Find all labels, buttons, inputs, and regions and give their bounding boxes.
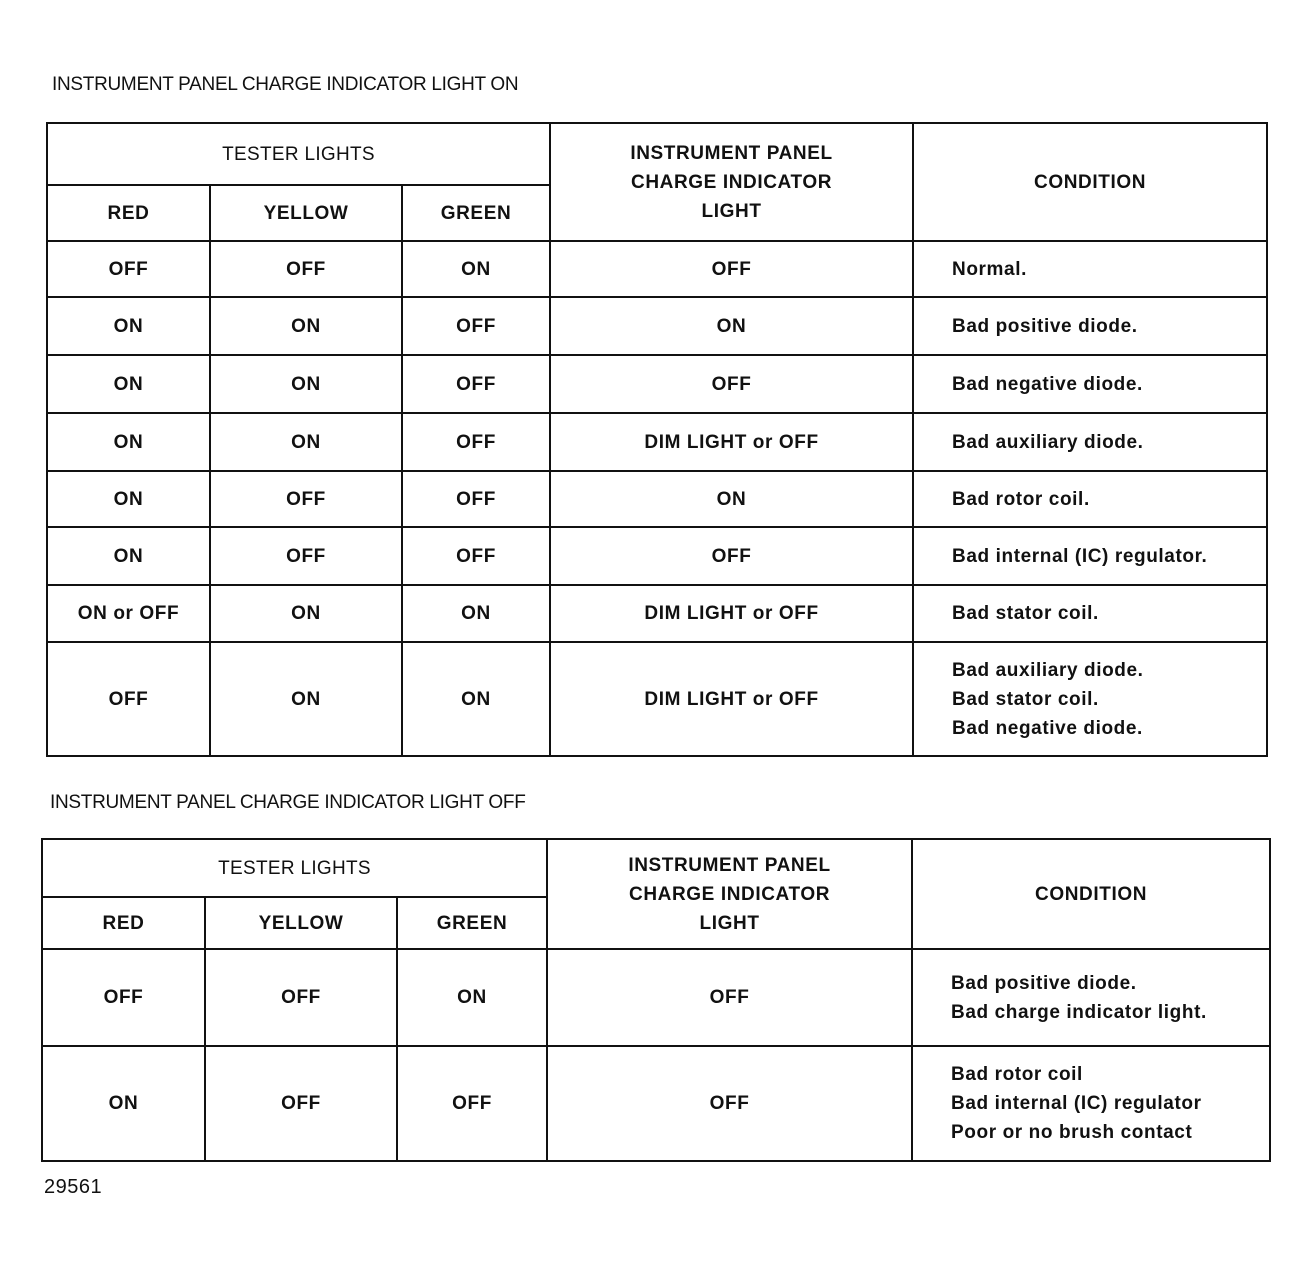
header-yellow: YELLOW (205, 897, 397, 949)
cell-indicator: OFF (550, 355, 913, 413)
cell-red: ON or OFF (47, 585, 210, 642)
cell-green: OFF (402, 297, 550, 355)
condition-line: Bad internal (IC) regulator (951, 1093, 1202, 1114)
header-green: GREEN (402, 185, 550, 241)
cell-yellow: ON (210, 413, 402, 471)
cell-indicator: OFF (547, 1046, 912, 1161)
cell-condition (913, 241, 1267, 297)
cell-green: OFF (402, 527, 550, 585)
condition-line: Bad stator coil. (952, 688, 1099, 710)
cell-red: ON (47, 471, 210, 527)
condition-line: Poor or no brush contact (951, 1122, 1193, 1143)
cell-green: ON (397, 949, 547, 1046)
condition-line: Bad auxiliary diode. (952, 659, 1144, 681)
cell-red: ON (47, 297, 210, 355)
header-red: RED (47, 185, 210, 241)
diagnosis-table-light-off (41, 838, 1271, 1162)
cell-red: OFF (42, 949, 205, 1046)
header-indicator-text: INSTRUMENT PANEL CHARGE INDICATOR LIGHT (628, 854, 831, 934)
cell-condition (912, 949, 1270, 1046)
cell-indicator: ON (550, 297, 913, 355)
table-row (47, 241, 1267, 297)
table-row (47, 642, 1267, 756)
condition-line: Bad charge indicator light. (951, 1001, 1207, 1023)
table-row (42, 949, 1270, 1046)
section-title-light-on: INSTRUMENT PANEL CHARGE INDICATOR LIGHT ON (52, 74, 519, 95)
condition-line: Normal. (952, 258, 1027, 280)
table-row (47, 527, 1267, 585)
header-yellow: YELLOW (210, 185, 402, 241)
diagnosis-table-light-on (46, 122, 1268, 757)
condition-line: Bad rotor coil. (952, 488, 1090, 510)
cell-condition (913, 527, 1267, 585)
cell-indicator: DIM LIGHT or OFF (550, 642, 913, 756)
cell-indicator: OFF (550, 527, 913, 585)
cell-condition (913, 471, 1267, 527)
cell-condition (913, 413, 1267, 471)
condition-line: Bad negative diode. (952, 717, 1143, 739)
cell-yellow: OFF (210, 241, 402, 297)
cell-green: OFF (402, 355, 550, 413)
condition-line: Bad positive diode. (952, 315, 1138, 337)
condition-line: Bad rotor coil (951, 1064, 1083, 1085)
table-row (47, 355, 1267, 413)
header-tester-lights: TESTER LIGHTS (42, 839, 547, 897)
cell-indicator: DIM LIGHT or OFF (550, 585, 913, 642)
cell-yellow: OFF (205, 949, 397, 1046)
cell-yellow: ON (210, 297, 402, 355)
cell-condition (913, 585, 1267, 642)
cell-yellow: ON (210, 642, 402, 756)
cell-red: ON (47, 413, 210, 471)
header-indicator-text: INSTRUMENT PANEL CHARGE INDICATOR LIGHT (630, 142, 833, 222)
cell-red: ON (47, 527, 210, 585)
cell-red: OFF (47, 642, 210, 756)
cell-yellow: ON (210, 585, 402, 642)
cell-indicator: ON (550, 471, 913, 527)
header-indicator-light (547, 839, 912, 949)
table-row (47, 471, 1267, 527)
header-red: RED (42, 897, 205, 949)
table-row (47, 297, 1267, 355)
cell-green: OFF (397, 1046, 547, 1161)
cell-yellow: OFF (210, 471, 402, 527)
header-green: GREEN (397, 897, 547, 949)
cell-green: OFF (402, 471, 550, 527)
cell-indicator: DIM LIGHT or OFF (550, 413, 913, 471)
cell-condition (912, 1046, 1270, 1161)
section-title-light-off: INSTRUMENT PANEL CHARGE INDICATOR LIGHT OFF (50, 792, 526, 813)
cell-indicator: OFF (547, 949, 912, 1046)
table-row (47, 413, 1267, 471)
condition-line: Bad auxiliary diode. (952, 431, 1144, 453)
cell-yellow: OFF (205, 1046, 397, 1161)
cell-red: ON (47, 355, 210, 413)
cell-condition (913, 355, 1267, 413)
cell-green: OFF (402, 413, 550, 471)
cell-red: ON (42, 1046, 205, 1161)
header-condition: CONDITION (912, 839, 1270, 949)
table-row (47, 585, 1267, 642)
table-row (42, 1046, 1270, 1161)
condition-line: Bad internal (IC) regulator. (952, 545, 1208, 567)
header-condition: CONDITION (913, 123, 1267, 241)
cell-yellow: OFF (210, 527, 402, 585)
cell-condition (913, 297, 1267, 355)
cell-green: ON (402, 241, 550, 297)
condition-line: Bad positive diode. (951, 972, 1137, 994)
condition-line: Bad negative diode. (952, 373, 1143, 395)
cell-yellow: ON (210, 355, 402, 413)
cell-green: ON (402, 585, 550, 642)
condition-line: Bad stator coil. (952, 603, 1099, 624)
cell-condition (913, 642, 1267, 756)
cell-red: OFF (47, 241, 210, 297)
figure-number: 29561 (44, 1176, 103, 1198)
header-indicator-light (550, 123, 913, 241)
header-tester-lights: TESTER LIGHTS (47, 123, 550, 185)
cell-green: ON (402, 642, 550, 756)
cell-indicator: OFF (550, 241, 913, 297)
